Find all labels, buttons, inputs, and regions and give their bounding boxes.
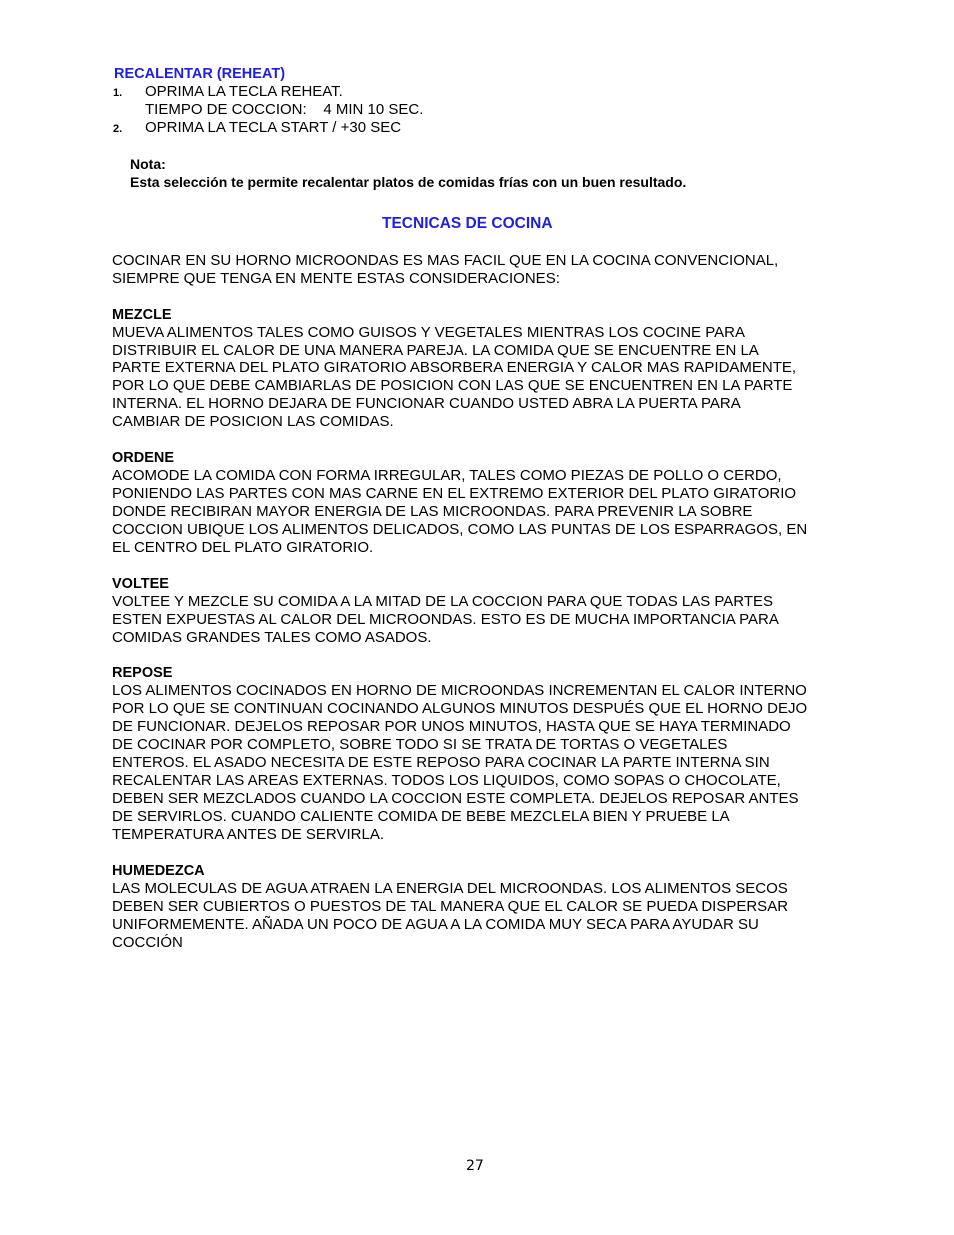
section-heading-mezcle: MEZCLE	[112, 307, 172, 323]
section-line: VOLTEE Y MEZCLE SU COMIDA A LA MITAD DE LA COCCION PARA QUE TODAS LAS PARTES	[112, 593, 774, 610]
step-2-text: OPRIMA LA TECLA START / +30 SEC	[145, 119, 402, 136]
section-line: CAMBIAR DE POSICION LAS COMIDAS.	[112, 413, 394, 430]
section-line: RECALENTAR LAS AREAS EXTERNAS. TODOS LOS LIQUIDOS, COMO SOPAS O CHOCOLATE,	[112, 772, 781, 789]
section-line: PONIENDO LAS PARTES CON MAS CARNE EN EL EXTREMO EXTERIOR DEL PLATO GIRATORIO	[112, 485, 797, 502]
section-line: DE FUNCIONAR. DEJELOS REPOSAR POR UNOS MINUTOS, HASTA QUE SE HAYA TERMINADO	[112, 718, 791, 735]
section-line: UNIFORMEMENTE. AÑADA UN POCO DE AGUA A LA COMIDA MUY SECA PARA AYUDAR SU	[112, 916, 759, 933]
section-line: DE SERVIRLOS. CUANDO CALIENTE COMIDA DE BEBE MEZCLELA BIEN Y PRUEBE LA	[112, 808, 730, 825]
step-1-time: TIEMPO DE COCCION: 4 MIN 10 SEC.	[145, 101, 424, 118]
section-heading-voltee: VOLTEE	[112, 576, 169, 592]
section-line: ESTEN EXPUESTAS AL CALOR DEL MICROONDAS. ESTO ES DE MUCHA IMPORTANCIA PARA	[112, 611, 779, 628]
note-label: Nota:	[130, 156, 166, 172]
section-line: POR LO QUE DEBE CAMBIARLAS DE POSICION CON LAS QUE SE ENCUENTREN EN LA PARTE	[112, 377, 793, 394]
techniques-title: TECNICAS DE COCINA	[382, 215, 553, 232]
step-1-text: OPRIMA LA TECLA REHEAT.	[145, 83, 343, 100]
section-heading-ordene: ORDENE	[112, 450, 175, 466]
section-line: POR LO QUE SE CONTINUAN COCINANDO ALGUNOS MINUTOS DESPUÉS QUE EL HORNO DEJO	[112, 700, 808, 717]
section-heading-repose: REPOSE	[112, 665, 173, 681]
section-line: ENTEROS. EL ASADO NECESITA DE ESTE REPOSO PARA COCINAR LA PARTE INTERNA SIN	[112, 754, 770, 771]
step-1-number: 1.	[113, 87, 123, 99]
section-line: DEBEN SER MEZCLADOS CUANDO LA COCCION ESTE COMPLETA. DEJELOS REPOSAR ANTES	[112, 790, 799, 807]
intro-line: COCINAR EN SU HORNO MICROONDAS ES MAS FACIL QUE EN LA COCINA CONVENCIONAL,	[112, 252, 779, 269]
section-heading-humedezca: HUMEDEZCA	[112, 863, 205, 879]
section-line: DISTRIBUIR EL CALOR DE UNA MANERA PAREJA. LA COMIDA QUE SE ENCUENTRE EN LA	[112, 342, 759, 359]
section-line: DE COCINAR POR COMPLETO, SOBRE TODO SI SE TRATA DE TORTAS O VEGETALES	[112, 736, 728, 753]
note-text: Esta selección te permite recalentar platos de comidas frías con un buen resultado.	[130, 174, 687, 190]
section-line: COCCIÓN	[112, 934, 183, 951]
section-line: EL CENTRO DEL PLATO GIRATORIO.	[112, 539, 374, 556]
section-line: DONDE RECIBIRAN MAYOR ENERGIA DE LAS MICROONDAS. PARA PREVENIR LA SOBRE	[112, 503, 753, 520]
section-line: MUEVA ALIMENTOS TALES COMO GUISOS Y VEGETALES MIENTRAS LOS COCINE PARA	[112, 324, 745, 341]
section-line: TEMPERATURA ANTES DE SERVIRLA.	[112, 826, 385, 843]
page-number: 27	[466, 1158, 484, 1174]
section-line: ACOMODE LA COMIDA CON FORMA IRREGULAR, TALES COMO PIEZAS DE POLLO O CERDO,	[112, 467, 782, 484]
section-line: LOS ALIMENTOS COCINADOS EN HORNO DE MICROONDAS INCREMENTAN EL CALOR INTERNO	[112, 682, 807, 699]
reheat-title: RECALENTAR (REHEAT)	[114, 66, 286, 82]
section-line: INTERNA. EL HORNO DEJARA DE FUNCIONAR CUANDO USTED ABRA LA PUERTA PARA	[112, 395, 741, 412]
section-line: DEBEN SER CUBIERTOS O PUESTOS DE TAL MANERA QUE EL CALOR SE PUEDA DISPERSAR	[112, 898, 789, 915]
section-line: LAS MOLECULAS DE AGUA ATRAEN LA ENERGIA DEL MICROONDAS. LOS ALIMENTOS SECOS	[112, 880, 788, 897]
step-2-number: 2.	[113, 123, 123, 135]
section-line: PARTE EXTERNA DEL PLATO GIRATORIO ABSORBERA ENERGIA Y CALOR MAS RAPIDAMENTE,	[112, 359, 797, 376]
section-line: COCCION UBIQUE LOS ALIMENTOS DELICADOS, COMO LAS PUNTAS DE LOS ESPARRAGOS, EN	[112, 521, 808, 538]
intro-line: SIEMPRE QUE TENGA EN MENTE ESTAS CONSIDERACIONES:	[112, 270, 560, 287]
section-line: COMIDAS GRANDES TALES COMO ASADOS.	[112, 629, 432, 646]
